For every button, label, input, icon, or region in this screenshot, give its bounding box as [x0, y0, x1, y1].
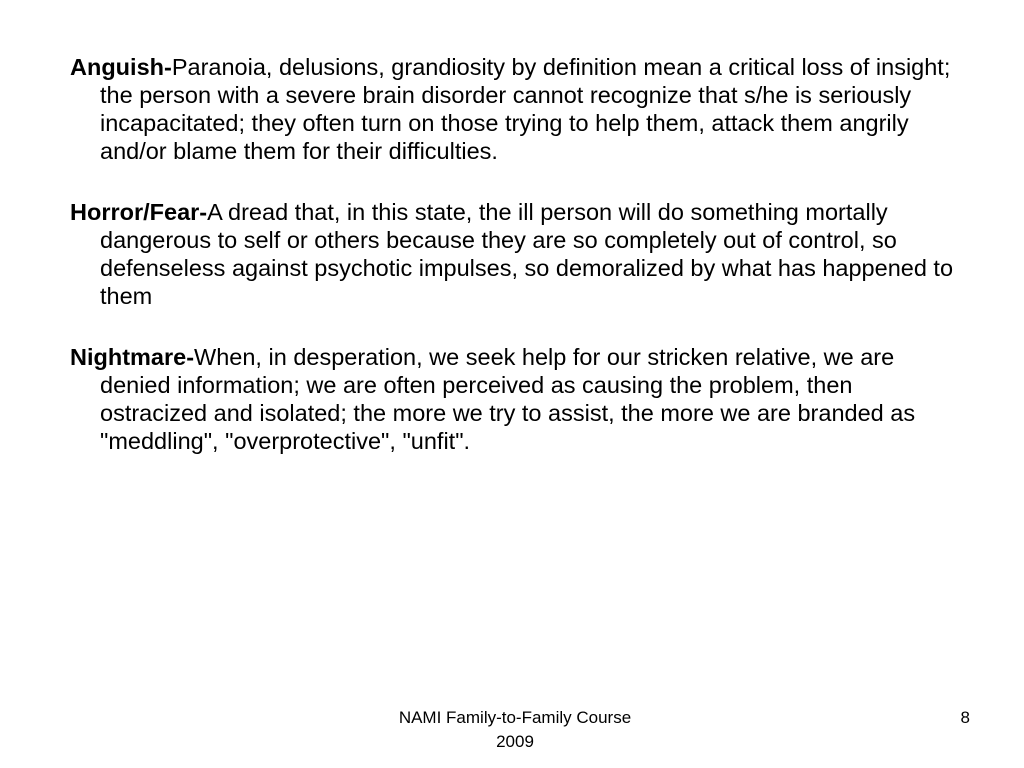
- footer-course-year: 2009: [496, 732, 534, 751]
- term-anguish: Anguish-: [70, 54, 172, 80]
- paragraph-horror-fear-text: A dread that, in this state, the ill person will do something mortally dangerous to self or others because they are so completely out of control, so defenseless against psychotic impulses, so demoralized by what has happened to them: [100, 199, 954, 309]
- footer-course-title: NAMI Family-to-Family Course: [398, 708, 632, 727]
- term-nightmare: Nightmare-: [70, 344, 195, 370]
- page-number: 8: [960, 708, 970, 727]
- paragraph-anguish: [70, 53, 960, 165]
- paragraph-anguish-text: Paranoia, delusions, grandiosity by definition mean a critical loss of insight; the person with a severe brain disorder cannot recognize that s/he is seriously incapacitated; they often turn on those trying to help them, attack them angrily and/or blame them for their difficulties.: [100, 54, 951, 164]
- footer-course: [360, 706, 670, 754]
- slide-body: [70, 53, 960, 488]
- term-horror-fear: Horror/Fear-: [70, 199, 208, 225]
- paragraph-horror-fear: [70, 198, 960, 310]
- paragraph-nightmare: [70, 343, 960, 455]
- paragraph-nightmare-text: When, in desperation, we seek help for our stricken relative, we are denied information; we are often perceived as causing the problem, then ostracized and isolated; the more we try to assist, the more we are branded as "meddling", "overprotective", "unfit".: [100, 344, 916, 454]
